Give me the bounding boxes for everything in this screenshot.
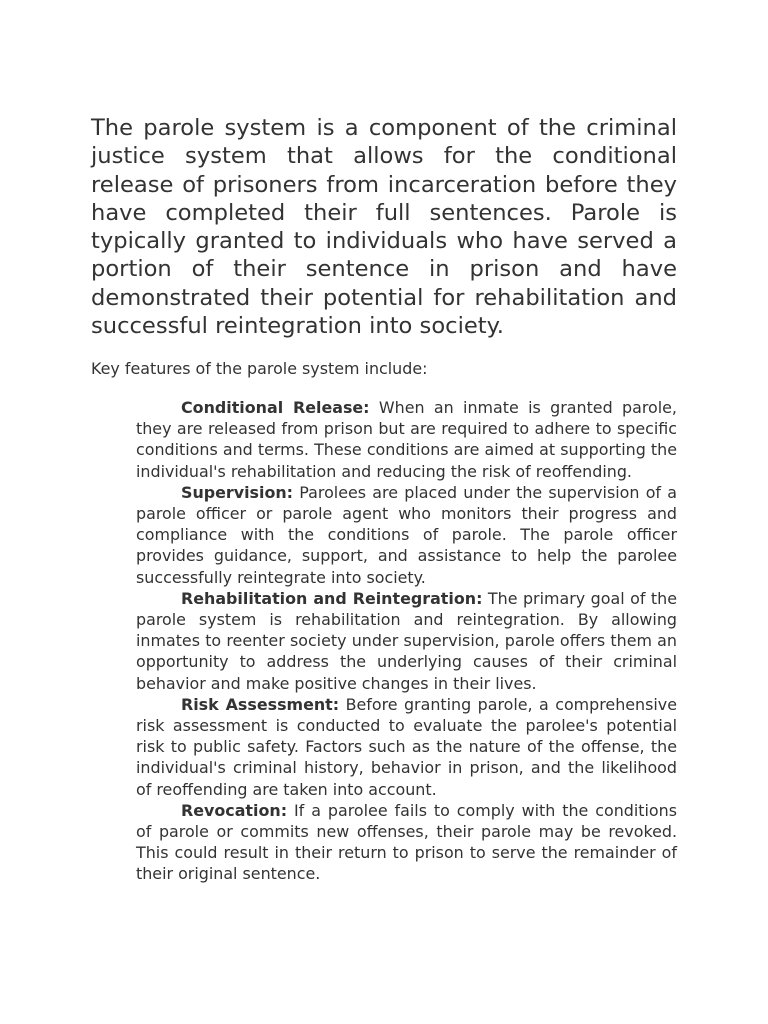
feature-title: Risk Assessment: <box>181 694 340 714</box>
feature-title: Supervision: <box>181 482 294 502</box>
feature-item-risk-assessment <box>136 694 677 800</box>
features-list <box>136 397 677 885</box>
feature-text: When an inmate is granted parole, they are released from prison but are required to adhere to specific conditions and terms. These conditions are aimed at supporting the individual's rehabilitation and reducing the risk of reoffending. <box>136 398 677 481</box>
feature-item-supervision <box>136 482 677 588</box>
feature-title: Conditional Release: <box>181 398 370 417</box>
feature-title: Revocation: <box>181 800 288 820</box>
feature-text: The primary goal of the parole system is rehabilitation and reintegration. By allowing inmates to reenter society under supervision, parole offers them an opportunity to address the underlying causes of their criminal behavior and make positive changes in their lives. <box>136 588 677 693</box>
feature-item-conditional-release <box>136 397 677 482</box>
feature-title: Rehabilitation and Reintegration: <box>181 588 483 608</box>
feature-text: If a parolee fails to comply with the conditions of parole or commits new offenses, their parole may be revoked. This could result in their return to prison to serve the remainder of their original sentence. <box>136 800 677 884</box>
feature-text: Parolees are placed under the supervision of a parole officer or parole agent who monitors their progress and compliance with the conditions of parole. The parole officer provides guidance, support, and assistance to help the parolee successfully reintegrate into society. <box>136 482 677 587</box>
feature-text: Before granting parole, a comprehensive risk assessment is conducted to evaluate the parolee's potential risk to public safety. Factors such as the nature of the offense, the individual's criminal history, behavior in prison, and the likelihood of reoffending are taken into account. <box>136 694 677 799</box>
features-lead-in: Key features of the parole system include: <box>91 359 428 378</box>
feature-item-rehabilitation <box>136 588 677 694</box>
feature-item-revocation <box>136 800 677 885</box>
intro-paragraph: The parole system is a component of the criminal justice system that allows for the conditional release of prisoners from incarceration before they have completed their full sentences. Parole is typically granted to individuals who have served a portion of their sentence in prison and have demonstrated their potential for rehabilitation and successful reintegration into society. <box>91 115 677 340</box>
